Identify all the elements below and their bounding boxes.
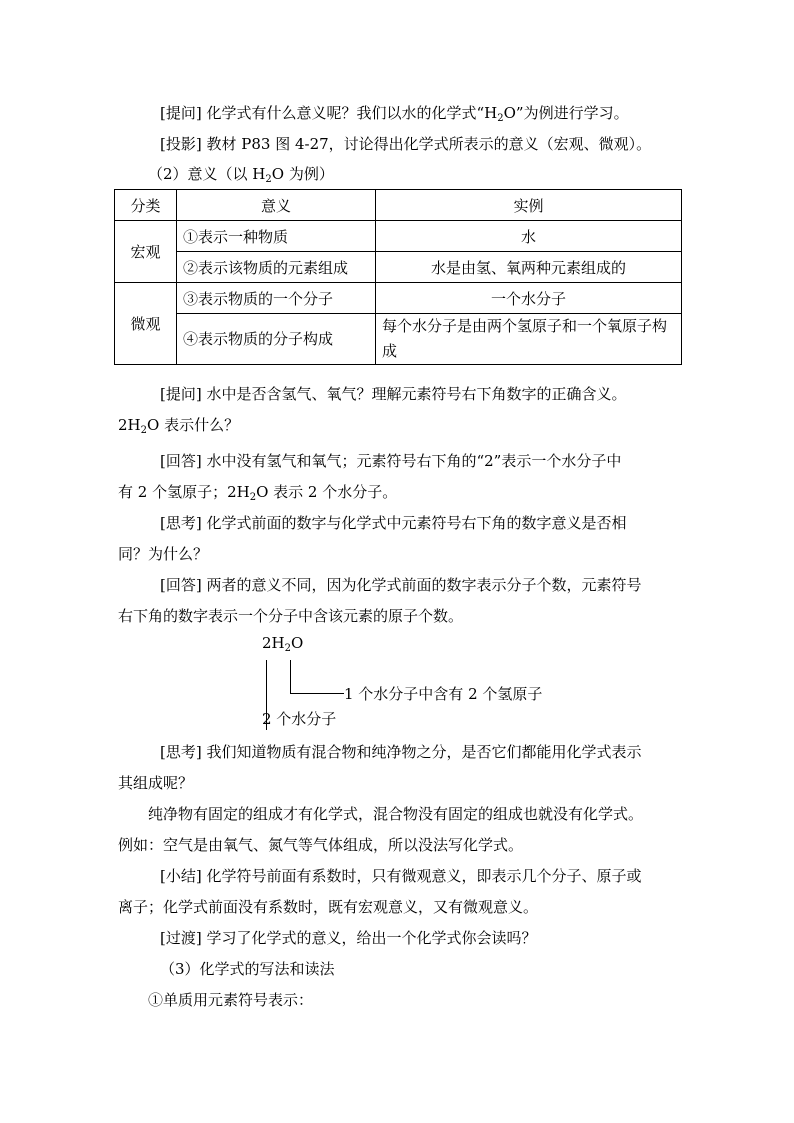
example-cell: 一个水分子	[376, 283, 682, 314]
text: 有 2 个氢原子；2H	[118, 483, 250, 501]
table-row	[115, 221, 682, 252]
header-example: 实例	[376, 190, 682, 221]
table-header-row	[115, 190, 682, 221]
paragraph: 例如：空气是由氧气、氮气等气体组成，所以没法写化学式。	[118, 836, 524, 854]
subscript: 2	[249, 492, 257, 503]
subscript: 2	[497, 113, 504, 124]
paragraph	[118, 482, 397, 502]
text: O 表示什么？	[147, 416, 240, 434]
text: （2）意义（以 H	[148, 165, 266, 183]
paragraph: [提问] 水中是否含氢气、氧气？理解元素符号右下角数字的正确含义。	[160, 385, 627, 403]
text: O”为例进行学习。	[503, 104, 629, 122]
paragraph: [回答] 两者的意义不同，因为化学式前面的数字表示分子个数，元素符号	[160, 576, 642, 594]
section-heading-writing: （3）化学式的写法和读法	[160, 960, 335, 978]
example-cell: 水	[376, 221, 682, 252]
paragraph	[118, 415, 239, 435]
paragraph: 同？为什么？	[118, 545, 209, 563]
diagram-formula	[262, 634, 303, 652]
paragraph: 右下角的数字表示一个分子中含该元素的原子个数。	[118, 607, 464, 625]
projection-line: [投影] 教材 P83 图 4-27，讨论得出化学式所表示的意义（宏观、微观）。	[160, 135, 652, 153]
meaning-cell: ②表示该物质的元素组成	[177, 252, 376, 283]
paragraph: [小结] 化学符号前面有系数时，只有微观意义，即表示几个分子、原子或	[160, 867, 642, 885]
text: O 表示 2 个水分子。	[256, 483, 398, 501]
group-macro: 宏观	[115, 221, 177, 283]
paragraph: [思考] 我们知道物质有混合物和纯净物之分，是否它们都能用化学式表示	[160, 743, 642, 761]
text: [提问] 化学式有什么意义呢？我们以水的化学式“H	[160, 104, 498, 122]
question-line	[160, 103, 629, 123]
subscript-meaning-label: 1 个水分子中含有 2 个氢原子	[344, 685, 543, 703]
meaning-cell: ④表示物质的分子构成	[177, 314, 376, 365]
header-category: 分类	[115, 190, 177, 221]
subscript-pointer-line	[290, 660, 291, 693]
paragraph: 纯净物有固定的组成才有化学式，混合物没有固定的组成也就没有化学式。	[148, 805, 644, 823]
group-micro: 微观	[115, 283, 177, 365]
subscript: 2	[265, 174, 272, 185]
paragraph: ①单质用元素符号表示：	[148, 991, 314, 1009]
paragraph: [过渡] 学习了化学式的意义，给出一个化学式你会读吗？	[160, 929, 537, 947]
table-row	[115, 252, 682, 283]
meaning-cell: ③表示物质的一个分子	[177, 283, 376, 314]
paragraph: 离子；化学式前面没有系数时，既有宏观意义，又有微观意义。	[118, 898, 539, 916]
paragraph: [回答] 水中没有氢气和氧气；元素符号右下角的“2”表示一个水分子中	[160, 452, 622, 470]
text: 2H	[262, 634, 285, 652]
header-meaning: 意义	[177, 190, 376, 221]
table-row	[115, 314, 682, 365]
table-row	[115, 283, 682, 314]
subscript: 2	[284, 643, 291, 654]
paragraph: [思考] 化学式前面的数字与化学式中元素符号右下角的数字意义是否相	[160, 514, 627, 532]
subscript-connector-line	[290, 693, 344, 694]
text: O	[291, 634, 304, 652]
coefficient-meaning-label: 2 个水分子	[262, 710, 337, 728]
text: 2H	[118, 416, 141, 434]
meaning-cell: ①表示一种物质	[177, 221, 376, 252]
section-heading-meaning	[148, 164, 334, 184]
meaning-table	[114, 189, 682, 365]
paragraph: 其组成呢？	[118, 774, 194, 792]
subscript: 2	[140, 425, 147, 436]
example-cell: 水是由氢、氧两种元素组成的	[376, 252, 682, 283]
example-cell: 每个水分子是由两个氢原子和一个氧原子构成	[376, 314, 682, 365]
text: O 为例）	[271, 165, 334, 183]
formula-diagram	[258, 632, 618, 732]
